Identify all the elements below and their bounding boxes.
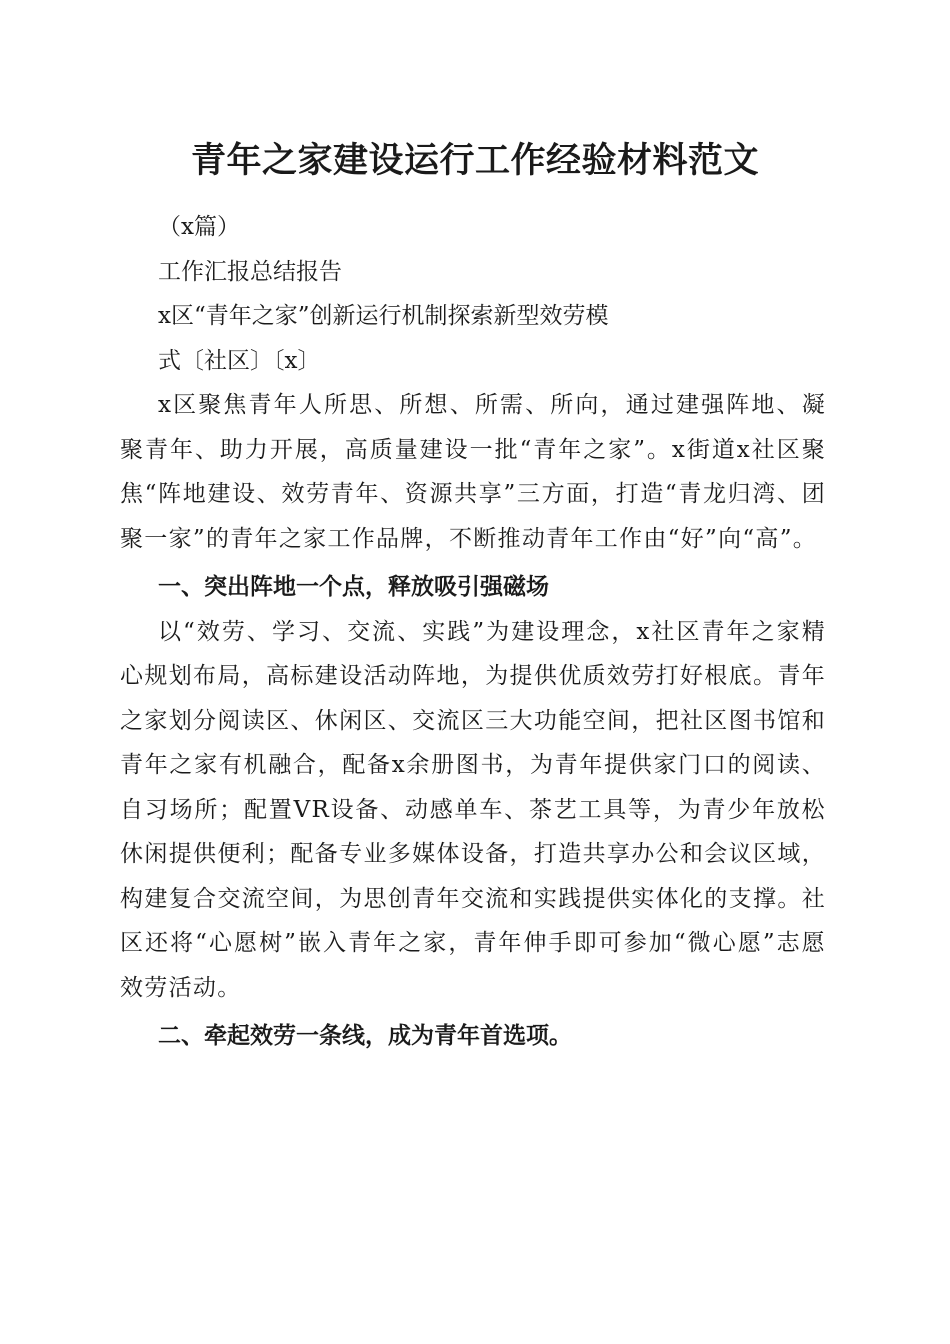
meta-line-count: （x篇） bbox=[158, 214, 240, 240]
section-heading-2: 二、牵起效劳一条线，成为青年首选项。 bbox=[158, 1023, 572, 1049]
meta-line-category: 工作汇报总结报告 bbox=[158, 258, 342, 285]
intro-paragraph: x区聚焦青年人所思、所想、所需、所向，通过建强阵地、凝聚青年、助力开展，高质量建设一批“青年之家”。x街道x社区聚焦“阵地建设、效劳青年、资源共享”三方面，打造“青龙归湾、团聚一家”的青年之家工作品牌，不断推动青年工作由“好”向“高”。 bbox=[120, 392, 826, 552]
meta-line-subtitle: x区“青年之家”创新运行机制探索新型效劳模 bbox=[158, 303, 609, 329]
section-heading-1: 一、突出阵地一个点，释放吸引强磁场 bbox=[158, 574, 549, 600]
section-paragraph-1: 以“效劳、学习、交流、实践”为建设理念，x社区青年之家精心规划布局，高标建设活动阵地，为提供优质效劳打好根底。青年之家划分阅读区、休闲区、交流区三大功能空间，把社区图书馆和青年之家有机融合，配备x余册图书，为青年提供家门口的阅读、自习场所；配置VR设备、动感单车、茶艺工具等，为青少年放松休闲提供便利；配备专业多媒体设备，打造共享办公和会议区域，构建复合交流空间，为思创青年交流和实践提供实体化的支撑。社区还将“心愿树”嵌入青年之家，青年伸手即可参加“微心愿”志愿效劳活动。 bbox=[120, 618, 826, 1001]
document-body bbox=[120, 205, 826, 1059]
document-title: 青年之家建设运行工作经验材料范文 bbox=[190, 140, 759, 181]
meta-line-subtitle-cont: 式〔社区〕〔x〕 bbox=[158, 347, 321, 374]
